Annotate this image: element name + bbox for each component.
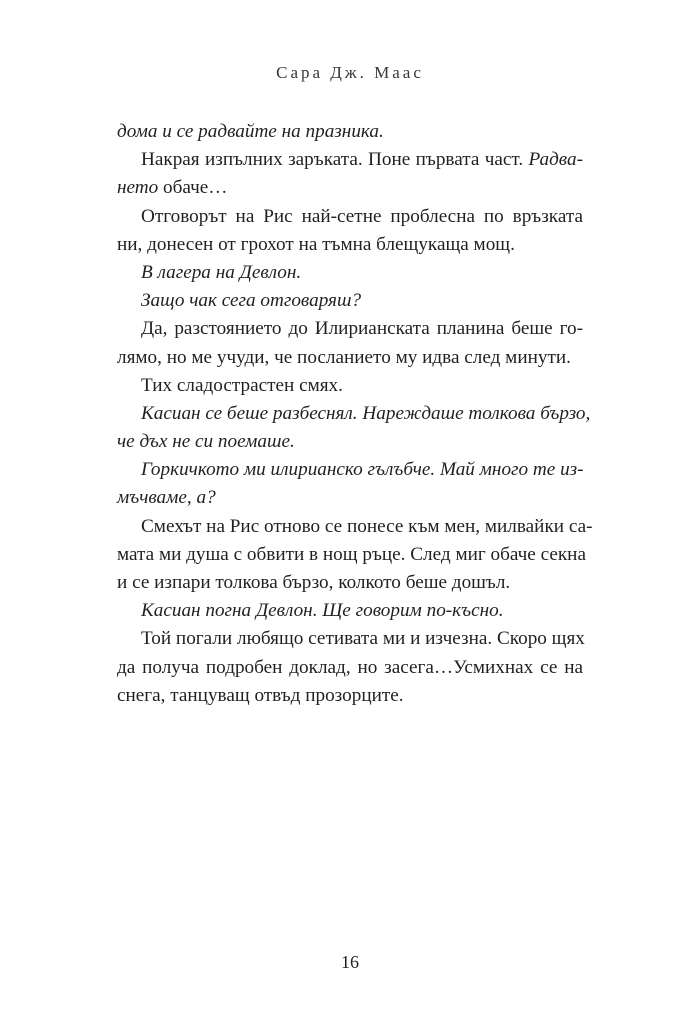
text-line: Той погали любящо сетивата ми и изчезна. Скоро щях xyxy=(141,628,585,650)
text-line: снега, танцуващ отвъд прозорците. xyxy=(117,684,404,706)
text-line: Касиан се беше разбеснял. Нареждаше толкова бързо, xyxy=(141,402,591,424)
text-line: лямо, но ме учуди, че посланието му идва след минути. xyxy=(117,346,571,368)
text-run-italic: Радва- xyxy=(528,149,583,171)
text-line: Защо чак сега отговаряш? xyxy=(141,290,362,312)
text-line xyxy=(117,146,583,174)
text-line: Касиан погна Девлон. Ще говорим по-късно. xyxy=(141,600,504,622)
text-line: и се изпари толкова бързо, колкото беше дошъл. xyxy=(117,572,511,593)
text-run: Накрая изпълних заръката. Поне първата част. xyxy=(141,149,529,171)
text-line: дома и се радвайте на празника. xyxy=(117,121,384,142)
text-line: ни, донесен от грохот на тъмна блещукаща мощ. xyxy=(117,233,515,255)
text-line: Горкичкото ми илирианско гълъбче. Май много те из- xyxy=(141,459,584,481)
text-line: Да, разстоянието до Илирианската планина беше го- xyxy=(141,318,583,340)
body-text xyxy=(117,118,593,710)
text-line: да получа подробен доклад, но засега…Усмихнах се на xyxy=(117,656,583,678)
running-head-author: Сара Дж. Маас xyxy=(276,63,424,82)
text-line: В лагера на Девлон. xyxy=(141,261,302,283)
text-line: Смехът на Рис отново се понесе към мен, милвайки са- xyxy=(141,515,593,537)
text-run-italic: нето xyxy=(117,177,159,199)
text-line: мъчваме, а? xyxy=(117,487,216,509)
page-number: 16 xyxy=(341,952,359,972)
text-line: мата ми душа с обвити в нощ ръце. След миг обаче секна xyxy=(117,543,586,565)
text-run: обаче… xyxy=(158,177,228,199)
text-line: че дъх не си поемаше. xyxy=(117,431,295,453)
text-line: Тих сладострастен смях. xyxy=(141,374,343,396)
text-line: Отговорът на Рис най-сетне проблесна по връзката xyxy=(141,205,583,227)
text-line xyxy=(117,174,583,202)
